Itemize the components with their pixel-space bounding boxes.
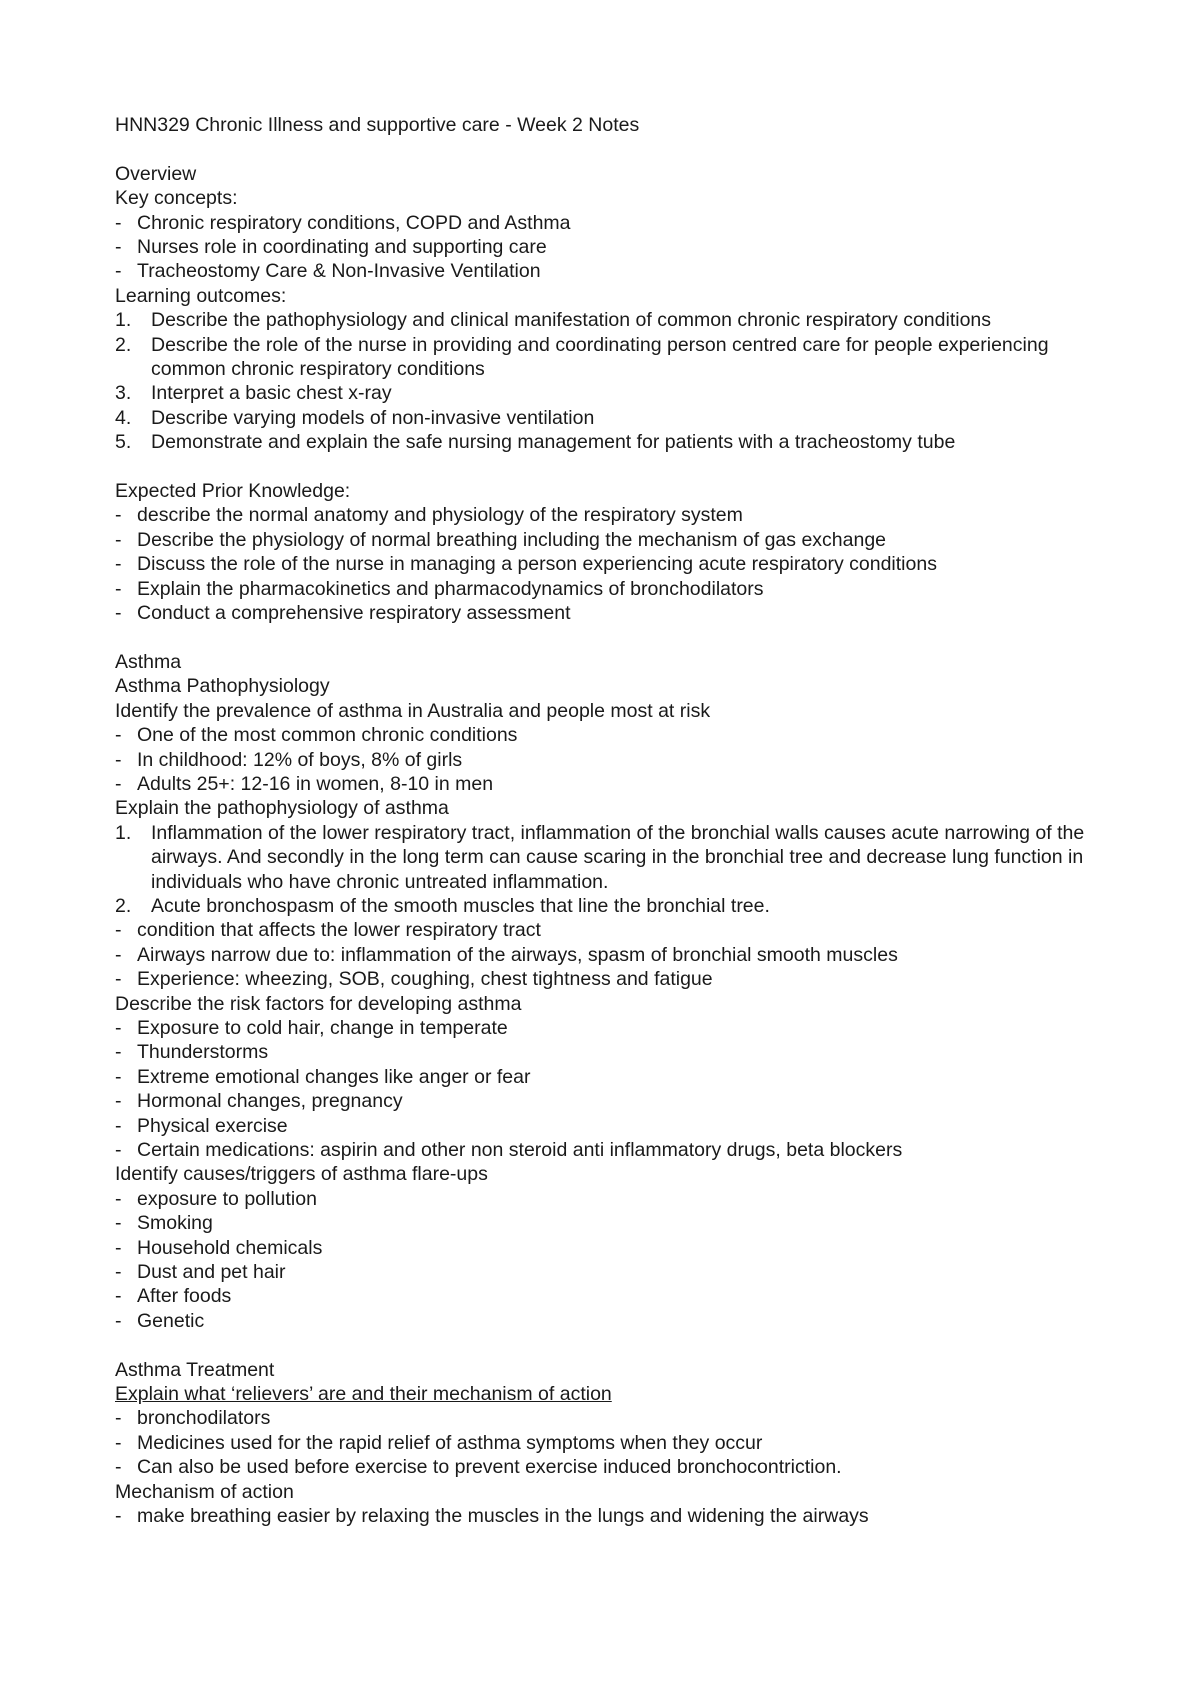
- list-item-text: make breathing easier by relaxing the muscles in the lungs and widening the airways: [137, 1505, 869, 1528]
- overview-heading: Overview: [115, 162, 197, 185]
- item-number: 1.: [115, 821, 132, 844]
- list-item: [115, 1065, 1115, 1089]
- bullet-mark: -: [115, 577, 122, 600]
- list-item-text: Explain the pharmacokinetics and pharmacodynamics of bronchodilators: [137, 577, 764, 600]
- list-item: [115, 723, 1115, 747]
- list-item-text: Describe the physiology of normal breathing including the mechanism of gas exchange: [137, 528, 887, 551]
- list-item-text: Medicines used for the rapid relief of asthma symptoms when they occur: [137, 1431, 763, 1454]
- asthma-patho-heading: Asthma Pathophysiology: [115, 675, 330, 698]
- list-item: [115, 1114, 1115, 1138]
- list-item: [115, 1431, 1115, 1455]
- learning-outcomes-heading: Learning outcomes:: [115, 284, 287, 307]
- list-item: [115, 259, 1115, 283]
- document-title: HNN329 Chronic Illness and supportive care - Week 2 Notes: [115, 114, 640, 136]
- prevalence-heading: Identify the prevalence of asthma in Australia and people most at risk: [115, 699, 711, 722]
- spacer: [115, 1333, 1115, 1357]
- list-item: [115, 1260, 1115, 1284]
- list-item-text: Genetic: [137, 1309, 205, 1332]
- list-item: [115, 601, 1115, 625]
- list-item-text: condition that affects the lower respiratory tract: [137, 919, 541, 942]
- list-item: [115, 1236, 1115, 1260]
- list-item-text: Dust and pet hair: [137, 1261, 286, 1284]
- list-item: [115, 772, 1115, 796]
- list-item: [115, 211, 1115, 235]
- list-item-text: Extreme emotional changes like anger or fear: [137, 1065, 531, 1088]
- prevalence-list: [115, 723, 1115, 796]
- bullet-mark: -: [115, 772, 122, 795]
- list-item: [115, 1455, 1115, 1479]
- numbered-item: [115, 430, 1115, 454]
- list-item-text: Nurses role in coordinating and supporting care: [137, 236, 547, 259]
- bullet-mark: -: [115, 1431, 122, 1454]
- list-item-text: Thunderstorms: [137, 1041, 269, 1064]
- list-item: [115, 967, 1115, 991]
- numbered-item: [115, 308, 1115, 332]
- triggers-heading: Identify causes/triggers of asthma flare-ups: [115, 1163, 488, 1186]
- bullet-mark: -: [115, 1505, 122, 1528]
- prior-knowledge-heading: Expected Prior Knowledge:: [115, 480, 351, 503]
- explain-numbered-list: [115, 821, 1115, 919]
- prior-knowledge-list: [115, 503, 1115, 625]
- list-item: [115, 503, 1115, 527]
- spacer: [115, 626, 1115, 650]
- numbered-item: [115, 333, 1115, 382]
- bullet-mark: -: [115, 1016, 122, 1039]
- item-number: 4.: [115, 406, 132, 429]
- list-item-text: Airways narrow due to: inflammation of the airways, spasm of bronchial smooth muscles: [137, 943, 898, 966]
- list-item-text: bronchodilators: [137, 1407, 271, 1430]
- numbered-item: [115, 406, 1115, 430]
- bullet-mark: -: [115, 602, 122, 625]
- item-number: 1.: [115, 309, 132, 332]
- bullet-mark: -: [115, 528, 122, 551]
- bullet-mark: -: [115, 211, 122, 234]
- bullet-mark: -: [115, 748, 122, 771]
- bullet-mark: -: [115, 1187, 122, 1210]
- list-item-text: Physical exercise: [137, 1114, 288, 1137]
- bullet-mark: -: [115, 236, 122, 259]
- item-number: 3.: [115, 382, 132, 405]
- list-item: [115, 1309, 1115, 1333]
- document-page: [115, 113, 1115, 1529]
- bullet-mark: -: [115, 1285, 122, 1308]
- list-item-text: Discuss the role of the nurse in managing a person experiencing acute respiratory conditions: [137, 553, 937, 576]
- list-item: [115, 1187, 1115, 1211]
- list-item-text: Certain medications: aspirin and other non steroid anti inflammatory drugs, beta blockers: [137, 1139, 903, 1162]
- list-item: [115, 1284, 1115, 1308]
- numbered-item: [115, 894, 1115, 918]
- bullet-mark: -: [115, 943, 122, 966]
- list-item: [115, 1016, 1115, 1040]
- bullet-mark: -: [115, 553, 122, 576]
- list-item: [115, 577, 1115, 601]
- list-item-text: Exposure to cold hair, change in temperate: [137, 1016, 508, 1039]
- relievers-heading: Explain what ‘relievers’ are and their mechanism of action: [115, 1383, 612, 1406]
- list-item-text: In childhood: 12% of boys, 8% of girls: [137, 748, 463, 771]
- item-text: Demonstrate and explain the safe nursing management for patients with a tracheostomy tube: [151, 431, 956, 454]
- list-item-text: Hormonal changes, pregnancy: [137, 1090, 403, 1113]
- list-item: [115, 1504, 1115, 1528]
- bullet-mark: -: [115, 968, 122, 991]
- explain-patho-heading: Explain the pathophysiology of asthma: [115, 797, 449, 820]
- item-number: 2.: [115, 333, 132, 356]
- key-concepts-heading: Key concepts:: [115, 187, 238, 210]
- list-item-text: Experience: wheezing, SOB, coughing, chest tightness and fatigue: [137, 968, 713, 991]
- list-item-text: Household chemicals: [137, 1236, 323, 1259]
- list-item-text: Smoking: [137, 1212, 213, 1235]
- list-item: [115, 528, 1115, 552]
- item-number: 2.: [115, 894, 132, 917]
- list-item: [115, 1089, 1115, 1113]
- item-text: Describe the role of the nurse in providing and coordinating person centred care for people experiencing common chronic respiratory conditions: [151, 333, 1049, 381]
- item-number: 5.: [115, 431, 132, 454]
- list-item-text: exposure to pollution: [137, 1187, 317, 1210]
- bullet-mark: -: [115, 919, 122, 942]
- list-item-text: Adults 25+: 12-16 in women, 8-10 in men: [137, 772, 494, 795]
- bullet-mark: -: [115, 724, 122, 747]
- bullet-mark: -: [115, 504, 122, 527]
- bullet-mark: -: [115, 1041, 122, 1064]
- list-item: [115, 748, 1115, 772]
- bullet-mark: -: [115, 1114, 122, 1137]
- item-text: Describe varying models of non-invasive ventilation: [151, 406, 595, 429]
- numbered-item: [115, 821, 1115, 894]
- bullet-mark: -: [115, 1139, 122, 1162]
- bullet-mark: -: [115, 1065, 122, 1088]
- numbered-item: [115, 381, 1115, 405]
- item-text: Describe the pathophysiology and clinical manifestation of common chronic respiratory conditions: [151, 309, 992, 332]
- list-item: [115, 1406, 1115, 1430]
- risk-factors-list: [115, 1016, 1115, 1162]
- list-item-text: describe the normal anatomy and physiology of the respiratory system: [137, 504, 743, 527]
- mechanism-list: [115, 1504, 1115, 1528]
- spacer: [115, 137, 1115, 161]
- bullet-mark: -: [115, 1261, 122, 1284]
- learning-outcomes-list: [115, 308, 1115, 454]
- list-item-text: Can also be used before exercise to prevent exercise induced bronchocontriction.: [137, 1456, 842, 1479]
- list-item: [115, 943, 1115, 967]
- relievers-list: [115, 1406, 1115, 1479]
- list-item: [115, 918, 1115, 942]
- list-item: [115, 552, 1115, 576]
- bullet-mark: -: [115, 1407, 122, 1430]
- list-item-text: One of the most common chronic conditions: [137, 724, 518, 747]
- mechanism-heading: Mechanism of action: [115, 1480, 294, 1503]
- item-text: Inflammation of the lower respiratory tract, inflammation of the bronchial walls causes acute narrowing of the airways. And secondly in the long term can cause scaring in the bronchial tree and decrease lung function in individuals who have chronic untreated inflammation.: [151, 821, 1085, 893]
- asthma-heading: Asthma: [115, 650, 182, 673]
- list-item-text: After foods: [137, 1285, 232, 1308]
- list-item-text: Tracheostomy Care & Non-Invasive Ventilation: [137, 260, 541, 283]
- item-text: Acute bronchospasm of the smooth muscles that line the bronchial tree.: [151, 894, 770, 917]
- bullet-mark: -: [115, 1309, 122, 1332]
- key-concepts-list: [115, 211, 1115, 284]
- list-item: [115, 1211, 1115, 1235]
- triggers-list: [115, 1187, 1115, 1333]
- list-item: [115, 1040, 1115, 1064]
- item-text: Interpret a basic chest x-ray: [151, 382, 392, 405]
- bullet-mark: -: [115, 1212, 122, 1235]
- list-item-text: Chronic respiratory conditions, COPD and Asthma: [137, 211, 571, 234]
- risk-factors-heading: Describe the risk factors for developing asthma: [115, 992, 522, 1015]
- list-item: [115, 1138, 1115, 1162]
- bullet-mark: -: [115, 1090, 122, 1113]
- bullet-mark: -: [115, 1456, 122, 1479]
- list-item-text: Conduct a comprehensive respiratory assessment: [137, 602, 571, 625]
- spacer: [115, 455, 1115, 479]
- explain-list: [115, 918, 1115, 991]
- bullet-mark: -: [115, 260, 122, 283]
- list-item: [115, 235, 1115, 259]
- treatment-heading: Asthma Treatment: [115, 1358, 275, 1381]
- bullet-mark: -: [115, 1236, 122, 1259]
